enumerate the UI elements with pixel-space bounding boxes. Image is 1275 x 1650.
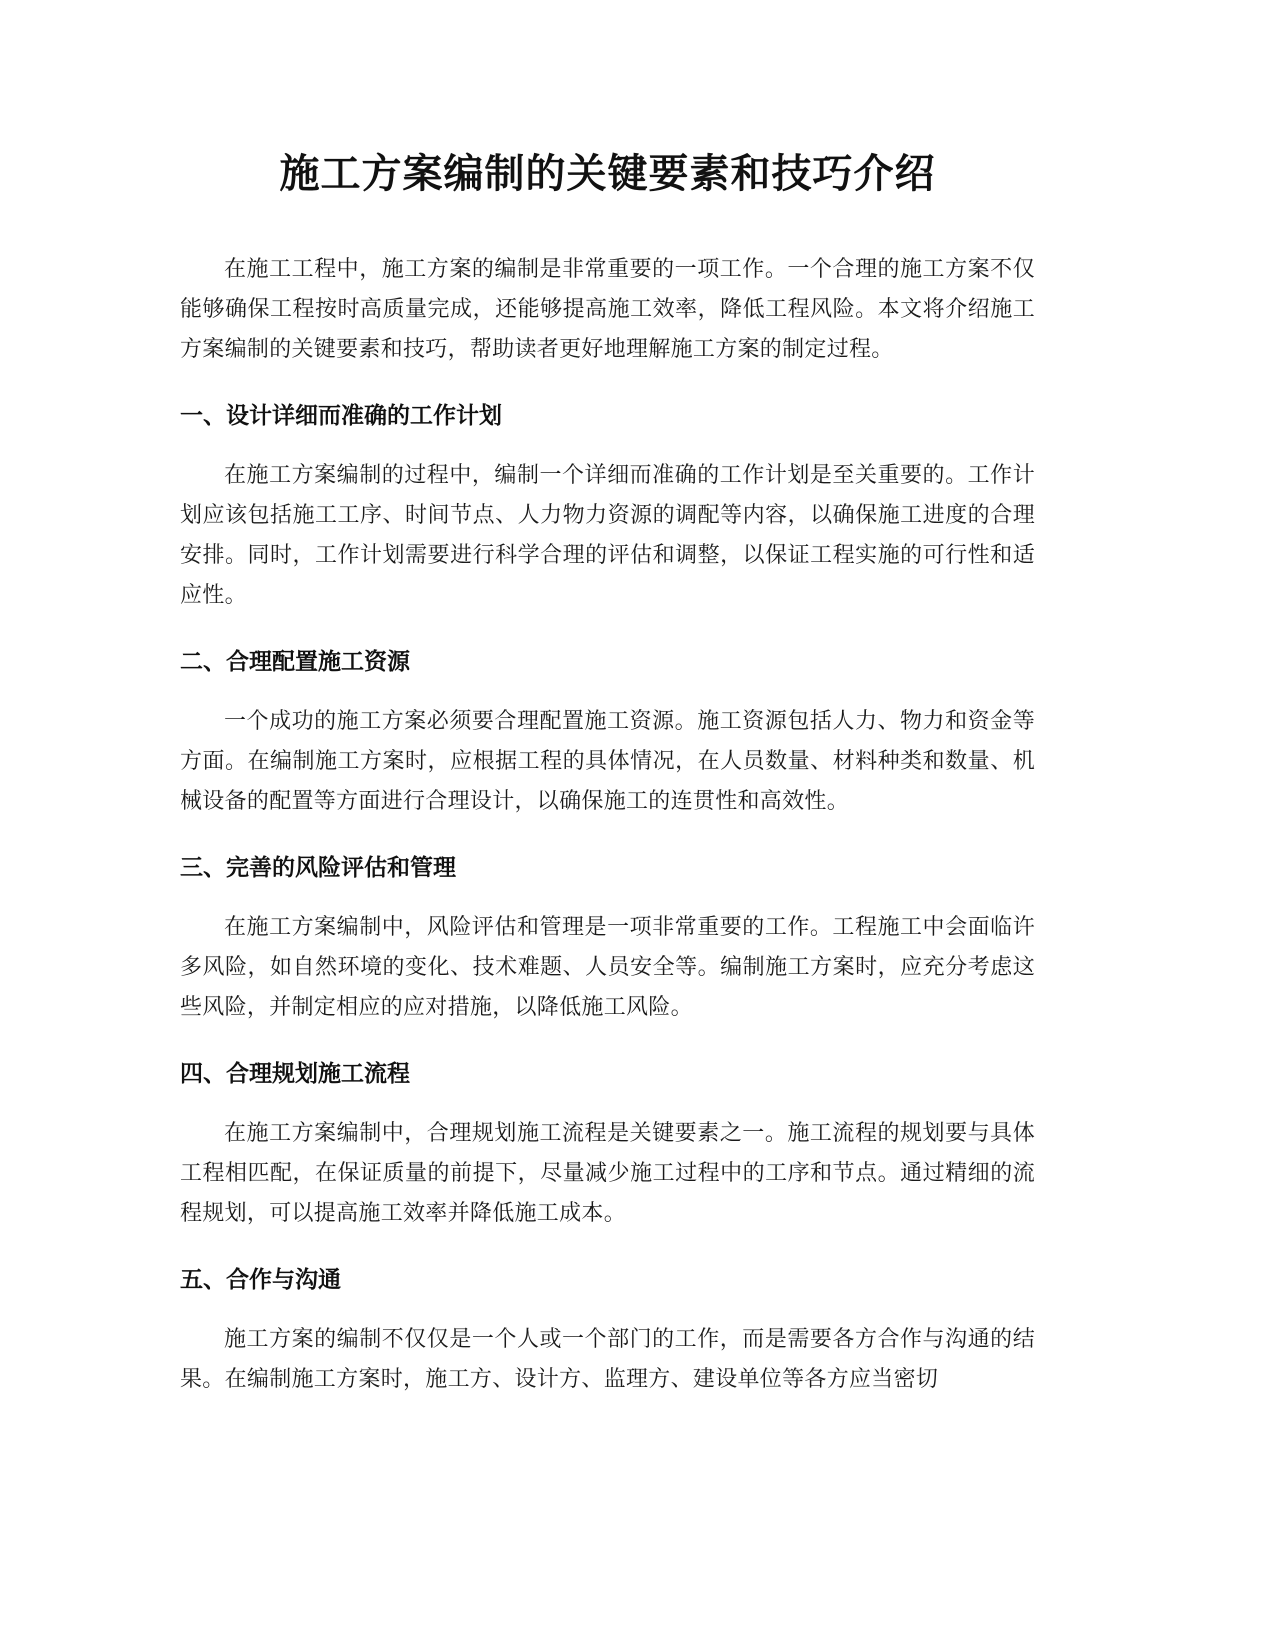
section-paragraph: 在施工方案编制中，合理规划施工流程是关键要素之一。施工流程的规划要与具体工程相匹配，在保证质量的前提下，尽量减少施工过程中的工序和节点。通过精细的流程规划，可以提高施工效率并降低施工成本。: [180, 1121, 1035, 1226]
section-paragraph: 在施工方案编制的过程中，编制一个详细而准确的工作计划是至关重要的。工作计划应该包括施工工序、时间节点、人力物力资源的调配等内容，以确保施工进度的合理安排。同时，工作计划需要进行科学合理的评估和调整，以保证工程实施的可行性和适应性。: [180, 463, 1035, 608]
section-paragraph: 施工方案的编制不仅仅是一个人或一个部门的工作，而是需要各方合作与沟通的结果。在编制施工方案时，施工方、设计方、监理方、建设单位等各方应当密切: [180, 1327, 1035, 1392]
intro-paragraph: 在施工工程中，施工方案的编制是非常重要的一项工作。一个合理的施工方案不仅能够确保工程按时高质量完成，还能够提高施工效率，降低工程风险。本文将介绍施工方案编制的关键要素和技巧，帮助读者更好地理解施工方案的制定过程。: [180, 257, 1035, 362]
section-heading: 三、完善的风险评估和管理: [180, 855, 456, 881]
document-title: 施工方案编制的关键要素和技巧介绍: [279, 151, 936, 197]
section-work-plan: [180, 396, 1035, 616]
section-heading: 五、合作与沟通: [180, 1267, 341, 1293]
document-page: [180, 140, 1035, 1400]
section-risk: [180, 848, 1035, 1028]
section-resources: [180, 642, 1035, 822]
section-paragraph: 在施工方案编制中，风险评估和管理是一项非常重要的工作。工程施工中会面临许多风险，如自然环境的变化、技术难题、人员安全等。编制施工方案时，应充分考虑这些风险，并制定相应的应对措施，以降低施工风险。: [180, 915, 1035, 1020]
section-paragraph: 一个成功的施工方案必须要合理配置施工资源。施工资源包括人力、物力和资金等方面。在编制施工方案时，应根据工程的具体情况，在人员数量、材料种类和数量、机械设备的配置等方面进行合理设计，以确保施工的连贯性和高效性。: [180, 709, 1035, 814]
section-heading: 二、合理配置施工资源: [180, 649, 410, 675]
section-process: [180, 1054, 1035, 1234]
section-cooperation: [180, 1260, 1035, 1400]
section-heading: 四、合理规划施工流程: [180, 1061, 410, 1087]
section-heading: 一、设计详细而准确的工作计划: [180, 403, 502, 429]
